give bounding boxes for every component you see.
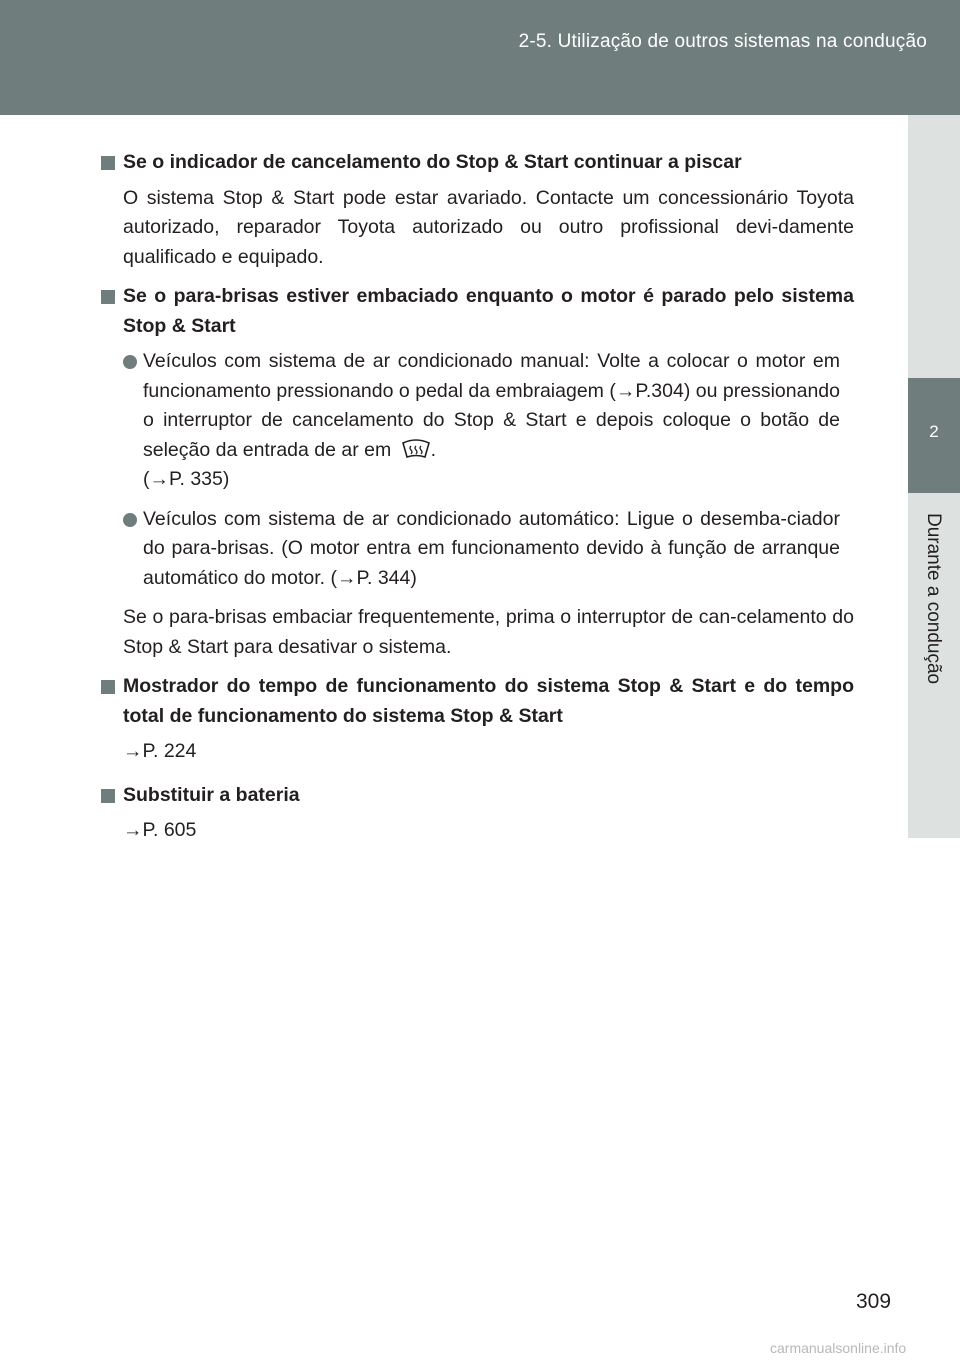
square-bullet-icon <box>101 789 115 803</box>
side-tab-label-strip <box>908 493 960 838</box>
heading-text: Se o para-brisas estiver embaciado enquanto o motor é parado pelo sistema Stop & Start <box>123 285 854 337</box>
chapter-label: Durante a condução <box>923 513 944 685</box>
section-heading <box>101 672 854 731</box>
bullet-text-tail: . <box>430 438 437 461</box>
section-heading <box>101 148 854 178</box>
watermark: carmanualsonline.info <box>770 1340 907 1356</box>
page-content <box>101 148 854 860</box>
circle-bullet-icon <box>123 355 137 369</box>
heading-text: Mostrador do tempo de funcionamento do sistema Stop & Start e do tempo total de funcionamento do sistema Stop & Start <box>123 675 854 727</box>
section-heading <box>101 781 854 811</box>
body-paragraph: Se o para-brisas embaciar frequentemente, prima o interruptor de can-celamento do Stop & Start para desativar o sistema. <box>123 606 854 658</box>
side-tab-upper-strip <box>908 115 960 378</box>
square-bullet-icon <box>101 156 115 170</box>
header-bar <box>0 0 960 115</box>
cross-reference: (→P. 335) <box>143 468 230 490</box>
cross-reference: →P. 224 <box>123 740 197 762</box>
square-bullet-icon <box>101 290 115 304</box>
bullet-item <box>101 347 854 495</box>
chapter-side-tab <box>908 115 960 1360</box>
body-paragraph: O sistema Stop & Start pode estar avariado. Contacte um concessionário Toyota autorizado, reparador Toyota autorizado ou outro profissional devi-damente qualificado e equipado. <box>123 186 854 268</box>
circle-bullet-icon <box>123 513 137 527</box>
chapter-number-box <box>908 378 960 493</box>
windshield-defroster-icon <box>401 437 431 461</box>
section-heading <box>101 282 854 341</box>
page-number: 309 <box>856 1290 892 1313</box>
cross-reference: →P. 605 <box>123 819 197 841</box>
chapter-number: 2 <box>929 422 939 441</box>
bullet-item <box>101 505 854 594</box>
section-title: 2-5. Utilização de outros sistemas na condução <box>518 31 927 52</box>
heading-text: Substituir a bateria <box>123 783 300 806</box>
heading-text: Se o indicador de cancelamento do Stop & Start continuar a piscar <box>123 151 742 173</box>
bullet-text: Veículos com sistema de ar condicionado manual: Volte a colocar o motor em funcionamento pressionando o pedal da embraiagem (→P.304) ou pressionando o interruptor de cancelamento do Stop & Start e depois coloque o botão de seleção da entrada de ar em <box>143 350 840 461</box>
square-bullet-icon <box>101 680 115 694</box>
bullet-text: Veículos com sistema de ar condicionado automático: Ligue o desemba-ciador do para-brisas. (O motor entra em funcionamento devido à função de arranque automático do motor. (→P. 344) <box>143 507 840 589</box>
